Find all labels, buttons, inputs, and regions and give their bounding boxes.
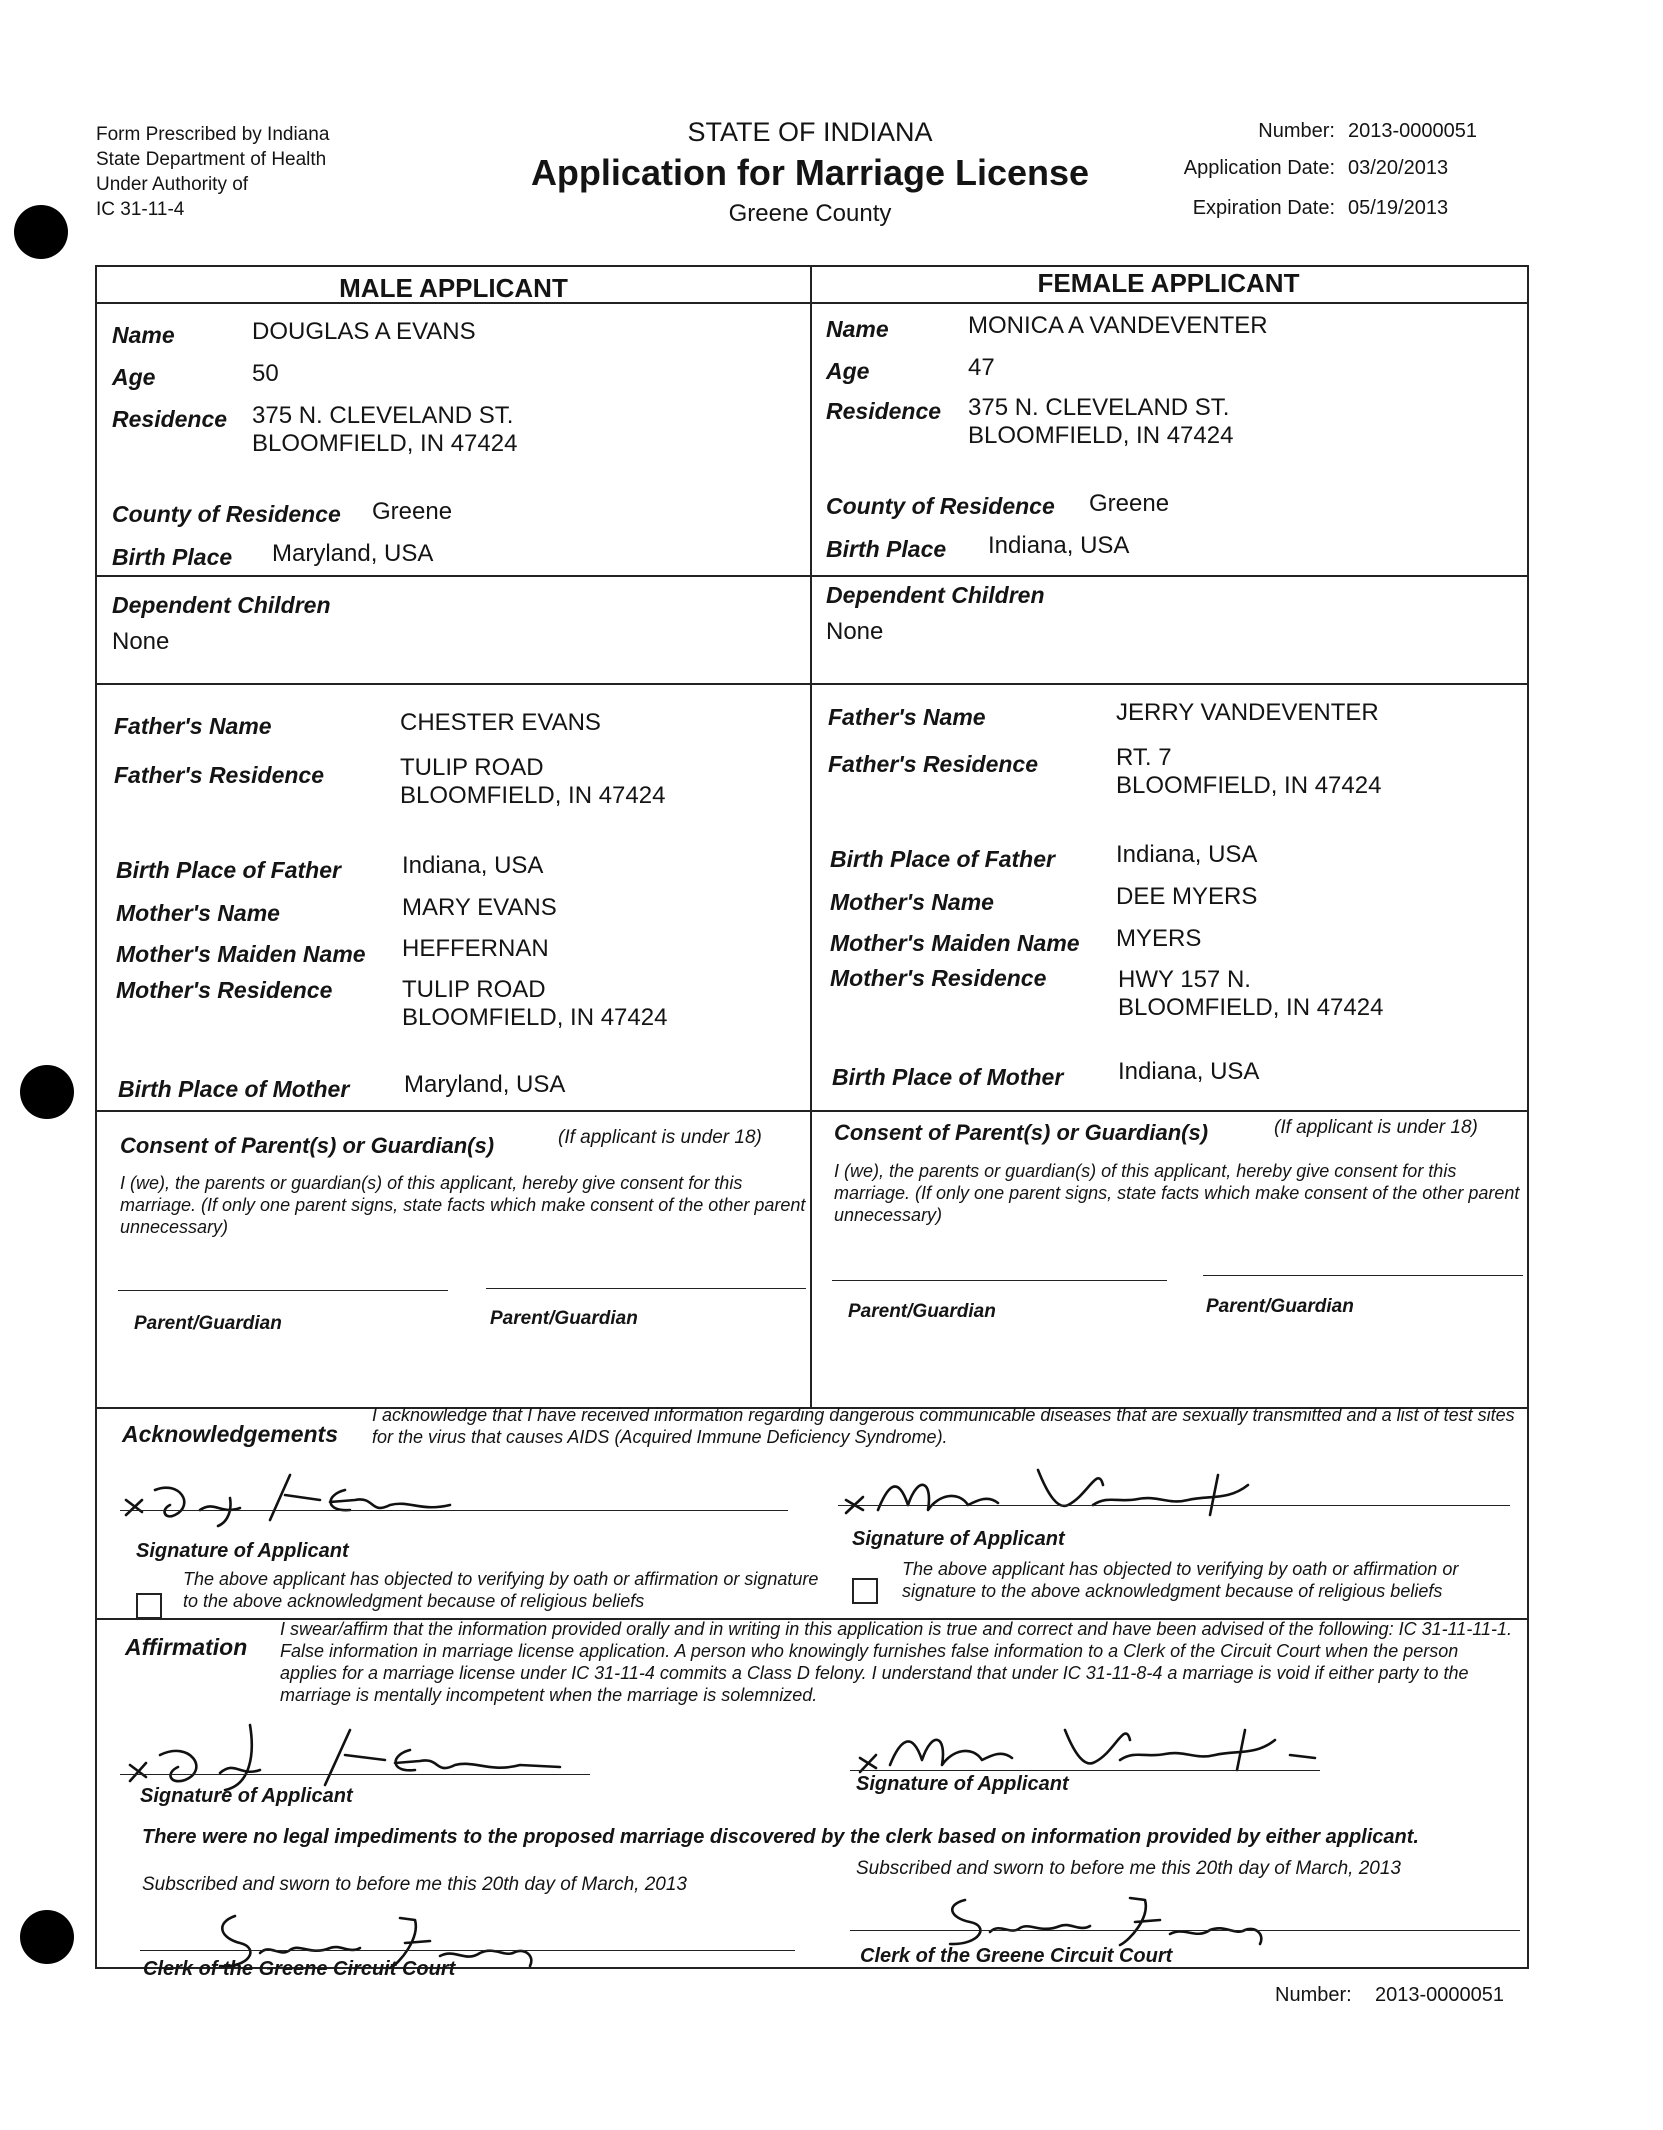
- male-subscribed-text: Subscribed and sworn to before me this 20th day of March, 2013: [142, 1874, 687, 1895]
- female-father-residence: RT. 7 BLOOMFIELD, IN 47424: [1116, 744, 1382, 799]
- male-age: 50: [252, 360, 279, 387]
- female-dependent: None: [826, 618, 884, 645]
- female-age-label: Age: [826, 358, 870, 384]
- male-birth-place-label: Birth Place: [112, 544, 233, 570]
- male-name-label: Name: [112, 322, 175, 348]
- female-guardian-line-1: [832, 1280, 1167, 1281]
- female-consent-text: I (we), the parents or guardian(s) of this applicant, hereby give consent for this marriage. (If only one parent signs, state facts which make consent of the other parent unnecessary): [834, 1161, 1520, 1225]
- male-mother-residence: TULIP ROAD BLOOMFIELD, IN 47424: [402, 976, 668, 1031]
- punch-hole-top: [14, 205, 68, 259]
- male-father-birth: Indiana, USA: [402, 852, 544, 879]
- male-father-residence: TULIP ROAD BLOOMFIELD, IN 47424: [400, 754, 666, 809]
- male-consent-text: I (we), the parents or guardian(s) of this applicant, hereby give consent for this marriage. (If only one parent signs, state facts which make consent of the other parent unnecessary): [120, 1173, 806, 1237]
- affirmation-text: I swear/affirm that the information provided orally and in writing in this application is true and correct and have been advised of the following: IC 31-11-11-1. False information in marriage license application. A person who knowingly furnishes false information to a Clerk of the Circuit Court when the person applies for a marriage license under IC 31-11-4 commits a Class D felony. I understand that under IC 31-11-8-4 a marriage is void if either party to the marriage is mentally incompetent when the marriage is solemnized.: [280, 1619, 1512, 1705]
- female-consent-heading: Consent of Parent(s) or Guardian(s): [834, 1120, 1209, 1145]
- male-mother-residence-label: Mother's Residence: [116, 977, 333, 1003]
- male-consent-heading: Consent of Parent(s) or Guardian(s): [120, 1133, 495, 1158]
- acknowledgements-text: I acknowledge that I have received information regarding dangerous communicable diseases that are sexually transmitted and a list of test sites for the virus that causes AIDS (Acquired Immune Deficiency Syndrome).: [372, 1405, 1515, 1447]
- female-age: 47: [968, 354, 995, 381]
- male-county: Greene: [372, 498, 453, 525]
- male-age-label: Age: [112, 364, 156, 390]
- female-residence-label: Residence: [826, 398, 942, 424]
- female-dependent-label: Dependent Children: [826, 582, 1045, 608]
- male-residence-label: Residence: [112, 406, 228, 432]
- female-ack-objected-checkbox[interactable]: [852, 1578, 878, 1604]
- female-guardian-label-1: Parent/Guardian: [848, 1301, 996, 1322]
- male-father-residence-label: Father's Residence: [114, 762, 324, 788]
- male-mother-birth: Maryland, USA: [404, 1071, 566, 1098]
- male-mother-name-label: Mother's Name: [116, 900, 280, 926]
- female-mother-maiden-label: Mother's Maiden Name: [830, 930, 1080, 956]
- dependent-row-divider: [95, 683, 1527, 685]
- male-father-birth-label: Birth Place of Father: [116, 857, 341, 883]
- male-clerk-signature-line: [140, 1950, 795, 1951]
- acknowledgements-heading: Acknowledgements: [122, 1421, 338, 1447]
- county-heading: Greene County: [728, 200, 892, 227]
- application-date-label: Application Date:: [1183, 157, 1335, 179]
- female-father-residence-label: Father's Residence: [828, 751, 1038, 777]
- male-affirm-signature: [120, 1715, 580, 1795]
- male-birth-place: Maryland, USA: [272, 540, 434, 567]
- female-affirm-signature: [850, 1700, 1320, 1780]
- male-ack-signature-line: [120, 1510, 788, 1511]
- female-father-name-label: Father's Name: [828, 704, 986, 730]
- male-affirm-signature-line: [120, 1774, 590, 1775]
- male-ack-signature: [120, 1460, 520, 1530]
- male-ack-signature-label: Signature of Applicant: [136, 1540, 349, 1562]
- footer-number-label: Number:: [1275, 1984, 1352, 2006]
- male-guardian-label-2: Parent/Guardian: [490, 1308, 638, 1329]
- female-mother-birth-label: Birth Place of Mother: [832, 1064, 1064, 1090]
- male-consent-note: (If applicant is under 18): [558, 1127, 762, 1148]
- male-mother-maiden-label: Mother's Maiden Name: [116, 941, 366, 967]
- male-dependent-label: Dependent Children: [112, 592, 331, 618]
- female-father-birth-label: Birth Place of Father: [830, 846, 1055, 872]
- female-mother-residence-label: Mother's Residence: [830, 965, 1047, 991]
- female-ack-objected-text: The above applicant has objected to verifying by oath or affirmation or signature to the above acknowledgment because of religious beliefs: [902, 1559, 1459, 1601]
- female-mother-name: DEE MYERS: [1116, 883, 1258, 910]
- column-divider: [810, 265, 812, 1407]
- female-applicant-heading: FEMALE APPLICANT: [1037, 268, 1300, 298]
- male-guardian-label-1: Parent/Guardian: [134, 1313, 282, 1334]
- male-name: DOUGLAS A EVANS: [252, 318, 476, 345]
- female-father-name: JERRY VANDEVENTER: [1116, 699, 1379, 726]
- female-county: Greene: [1089, 490, 1170, 517]
- state-heading: STATE OF INDIANA: [687, 117, 933, 147]
- impediments-statement: There were no legal impediments to the proposed marriage discovered by the clerk based on information provided by either applicant.: [142, 1826, 1419, 1848]
- female-ack-signature-label: Signature of Applicant: [852, 1528, 1065, 1550]
- female-guardian-line-2: [1203, 1275, 1523, 1276]
- female-mother-residence: HWY 157 N. BLOOMFIELD, IN 47424: [1118, 966, 1384, 1021]
- male-ack-objected-text: The above applicant has objected to verifying by oath or affirmation or signature to the above acknowledgment because of religious beliefs: [183, 1569, 819, 1611]
- female-mother-maiden: MYERS: [1116, 925, 1202, 952]
- birthplace-row-divider: [95, 575, 1527, 577]
- male-applicant-heading: MALE APPLICANT: [339, 273, 568, 303]
- consent-row-divider: [95, 1110, 1527, 1112]
- male-ack-objected-checkbox[interactable]: [136, 1593, 162, 1619]
- male-affirm-signature-label: Signature of Applicant: [140, 1785, 353, 1807]
- female-affirm-signature-line: [850, 1770, 1320, 1771]
- male-guardian-line-2: [486, 1288, 806, 1289]
- female-residence: 375 N. CLEVELAND ST. BLOOMFIELD, IN 47424: [968, 394, 1234, 449]
- female-mother-birth: Indiana, USA: [1118, 1058, 1260, 1085]
- female-subscribed-text: Subscribed and sworn to before me this 20th day of March, 2013: [856, 1858, 1401, 1879]
- female-affirm-signature-label: Signature of Applicant: [856, 1773, 1069, 1795]
- male-mother-name: MARY EVANS: [402, 894, 557, 921]
- female-consent-note: (If applicant is under 18): [1274, 1117, 1478, 1138]
- affirmation-heading: Affirmation: [125, 1634, 248, 1660]
- header-number-label: Number:: [1258, 120, 1335, 142]
- male-dependent: None: [112, 628, 170, 655]
- female-guardian-label-2: Parent/Guardian: [1206, 1296, 1354, 1317]
- male-county-label: County of Residence: [112, 501, 341, 527]
- page-title: Application for Marriage License: [530, 152, 1090, 193]
- female-mother-name-label: Mother's Name: [830, 889, 994, 915]
- female-birth-place-label: Birth Place: [826, 536, 947, 562]
- male-mother-birth-label: Birth Place of Mother: [118, 1076, 350, 1102]
- female-ack-signature: [838, 1455, 1278, 1525]
- footer-number: 2013-0000051: [1375, 1984, 1505, 2006]
- male-father-name: CHESTER EVANS: [400, 709, 601, 736]
- punch-hole-bottom: [20, 1910, 74, 1964]
- punch-hole-middle: [20, 1065, 74, 1119]
- application-date: 03/20/2013: [1348, 157, 1449, 179]
- female-clerk-label: Clerk of the Greene Circuit Court: [860, 1945, 1173, 1967]
- female-birth-place: Indiana, USA: [988, 532, 1130, 559]
- expiration-date: 05/19/2013: [1348, 197, 1449, 219]
- header-number: 2013-0000051: [1348, 120, 1478, 142]
- female-name-label: Name: [826, 316, 889, 342]
- male-mother-maiden: HEFFERNAN: [402, 935, 549, 962]
- female-clerk-signature-line: [850, 1930, 1520, 1931]
- male-clerk-label: Clerk of the Greene Circuit Court: [143, 1958, 456, 1980]
- male-guardian-line-1: [118, 1290, 448, 1291]
- expiration-date-label: Expiration Date:: [1192, 197, 1335, 219]
- female-ack-signature-line: [838, 1505, 1510, 1506]
- female-father-birth: Indiana, USA: [1116, 841, 1258, 868]
- female-name: MONICA A VANDEVENTER: [968, 312, 1268, 339]
- male-father-name-label: Father's Name: [114, 713, 272, 739]
- male-residence: 375 N. CLEVELAND ST. BLOOMFIELD, IN 47424: [252, 402, 518, 457]
- female-county-label: County of Residence: [826, 493, 1055, 519]
- form-prescribed-note: Form Prescribed by Indiana State Department of Health Under Authority of IC 31-11-4: [96, 124, 330, 220]
